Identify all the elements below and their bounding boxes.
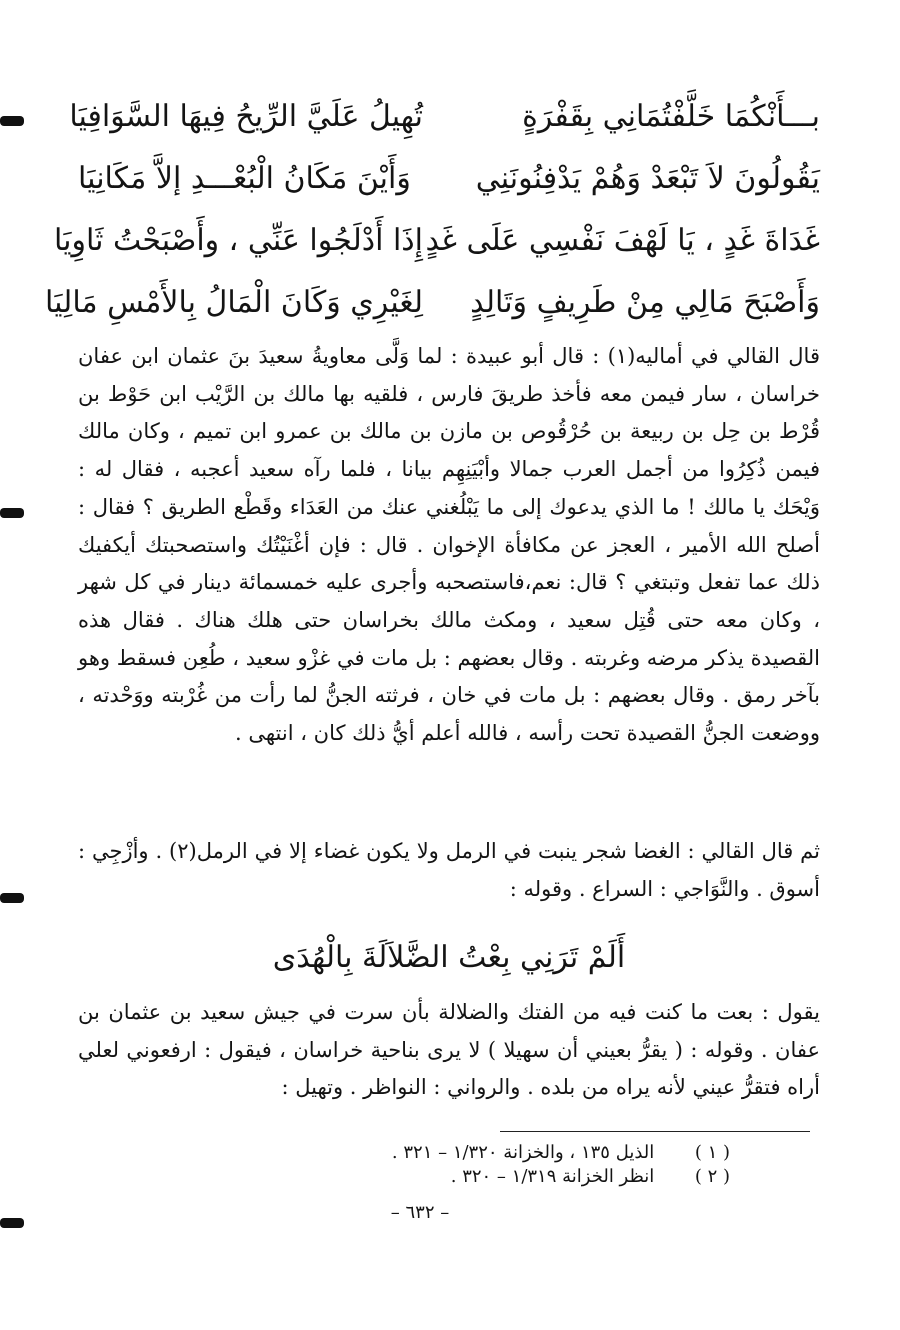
page-number: – ٦٣٢ – — [390, 1202, 450, 1223]
verse-first-hemistich: غَدَاةَ غَدٍ ، يَا لَهْفَ نَفْسِي عَلَى غَدٍ — [425, 223, 820, 258]
verse-first-hemistich: يَقُولُونَ لاَ تَبْعَدْ وَهُمْ يَدْفِنُونَنِي — [475, 161, 820, 196]
commentary-paragraph-2 — [78, 833, 820, 908]
poem — [44, 86, 820, 334]
footnote — [130, 1142, 730, 1164]
commentary-paragraph-1 — [78, 338, 820, 753]
poem-verse — [53, 210, 820, 272]
margin-mark — [0, 116, 24, 126]
commentary-paragraph-3 — [78, 994, 820, 1107]
footnote-text: انظر الخزانة ١/٣١٩ – ٣٢٠ . — [450, 1166, 655, 1187]
footnote-number: ( ٢ ) — [694, 1166, 730, 1187]
quoted-verse-heading: أَلَمْ تَرَنِي بِعْتُ الضَّلاَلَةَ بِالْهُدَى — [272, 940, 626, 975]
verse-second-hemistich: إِذَا أَدْلَجُوا عَنِّي ، وأَصْبَحْتُ ثَاوِيَا — [53, 223, 423, 258]
margin-mark — [0, 1218, 24, 1228]
poem-verse — [69, 86, 820, 148]
paragraph-text: ثم قال القالي : الغضا شجر ينبت في الرمل ولا يكون غضاء إلا في الرمل(٢) . وأزْجِي : أسوق . والنَّوَاجي : السراع . وقوله : — [78, 839, 820, 901]
margin-mark — [0, 508, 24, 518]
verse-second-hemistich: وَأَيْنَ مَكَانُ الْبُعْـــدِ إلاَّ مَكَانِيَا — [78, 161, 411, 196]
poem-verse — [78, 148, 820, 210]
verse-second-hemistich: لِغَيْرِي وَكَانَ الْمَالُ بِالأَمْسِ مَالِيَا — [44, 285, 423, 320]
footnote — [130, 1166, 730, 1188]
margin-mark — [0, 893, 24, 903]
poem-verse — [44, 272, 820, 334]
paragraph-text: يقول : بعت ما كنت فيه من الفتك والضلالة بأن سرت في جيش سعيد بن عثمان بن عفان . وقوله : ( يقرُّ بعيني أن سهيلا ) لا يرى بناحية خراسان ، فيقول : ارفعوني لعلي أراه فتقرُّ عيني لأنه يراه من بلده . والرواني : النواظر . وتهيل : — [78, 1000, 820, 1100]
footnote-number: ( ١ ) — [694, 1142, 730, 1163]
verse-first-hemistich: بـــأَنْكُمَا خَلَّفْتُمَانِي بِقَفْرَةٍ — [522, 99, 820, 134]
verse-second-hemistich: تُهِيلُ عَلَيَّ الرِّيحُ فِيهَا السَّوَافِيَا — [69, 99, 423, 134]
footnote-separator — [500, 1131, 810, 1132]
verse-first-hemistich: وَأَصْبَحَ مَالِي مِنْ طَرِيفٍ وَتَالِدٍ — [470, 285, 820, 320]
paragraph-text: قال القالي في أماليه(١) : قال أبو عبيدة : لما وَلَّى معاويةُ سعيدَ بنَ عثمان ابن عفان خراسان ، سار فيمن معه فأخذ طريقَ فارس ، فلقيه بها مالك بن الرَّيْب ابن حَوْط بن قُرْط بن حِل بن ربيعة بن حُرْقُوص بن مازن بن مالك بن عمرو ابن تميم ، وكان مالك فيمن ذُكِرُوا من أجمل العرب جمالا وأبْيَنِهِم بيانا ، فلما رآه سعيد أعجبه ، فقال له : وَيْحَك يا مالك ! ما الذي يدعوك إلى ما يَبْلُغني عنك من العَدَاء وقَطْع الطريق ؟ فقال : أصلح الله الأمير ، العجز عن مكافأة الإخوان . قال : فإن أغْنَيْتُك واستصحبتك أيكفيك ذلك عما تفعل وتبتغي ؟ قال: نعم،فاستصحبه وأجرى عليه خمسمائة دينار في كل شهر ، وكان معه حتى قُتِل سعيد ، ومكث مالك بخراسان حتى هلك هناك . فقال هذه القصيدة يذكر مرضه وغربته . وقال بعضهم : بل مات في غزْو سعيد ، طُعِن فسقط وهو بآخر رمق . وقال بعضهم : بل مات في خان ، فرثته الجنُّ لما رأت من غُرْبته ووَحْدته ، ووضعت الجنُّ القصيدة تحت رأسه ، فالله أعلم أيُّ ذلك كان ، انتهى . — [78, 344, 821, 746]
footnote-text: الذيل ١٣٥ ، والخزانة ١/٣٢٠ – ٣٢١ . — [391, 1142, 655, 1163]
